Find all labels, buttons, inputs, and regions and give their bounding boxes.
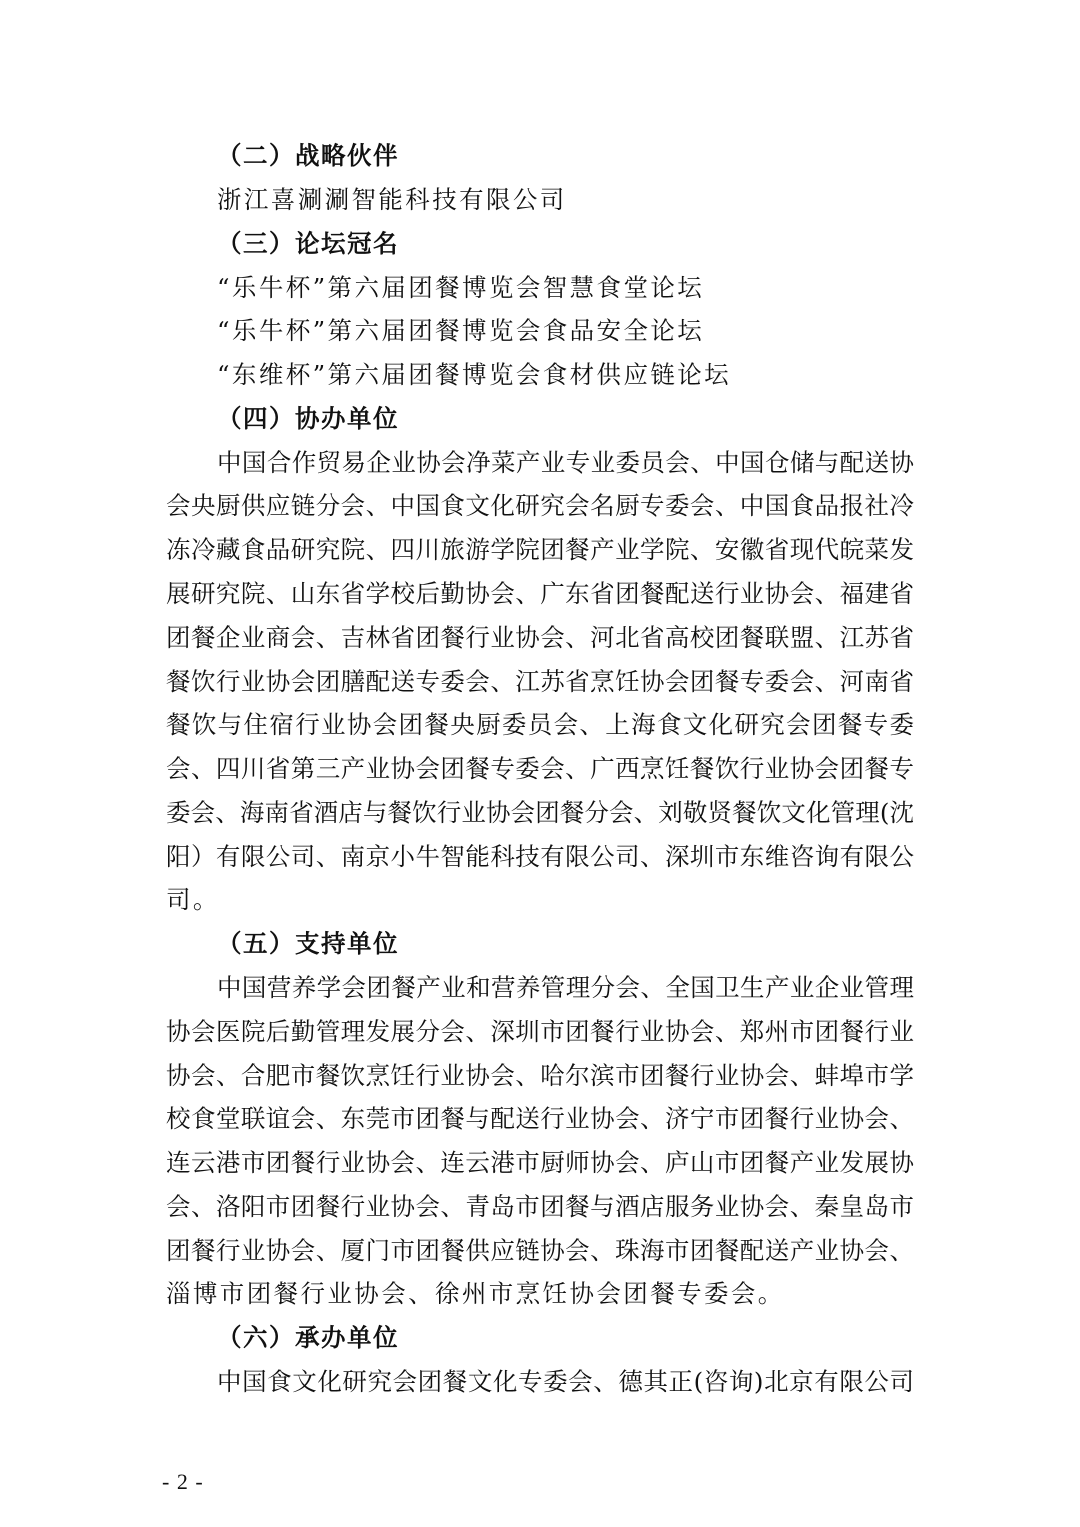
section-heading-co-organizers: （四）协办单位 xyxy=(217,404,399,433)
section-heading-organizer: （六）承办单位 xyxy=(217,1323,399,1352)
supporters-text-line: 团餐行业协会、厦门市团餐供应链协会、珠海市团餐配送产业协会、 xyxy=(166,1236,914,1265)
section-heading-forum-naming: （三）论坛冠名 xyxy=(217,229,399,258)
page-number: - 2 - xyxy=(162,1469,204,1494)
co-organizers-text-line: 会、四川省第三产业协会团餐专委会、广西烹饪餐饮行业协会团餐专 xyxy=(166,754,914,783)
co-organizers-text-line: 团餐企业商会、吉林省团餐行业协会、河北省高校团餐联盟、江苏省 xyxy=(166,623,914,652)
co-organizers-text-line: 餐饮与住宿行业协会团餐央厨委员会、上海食文化研究会团餐专委 xyxy=(166,710,914,739)
co-organizers-text-line: 中国合作贸易企业协会净菜产业专业委员会、中国仓储与配送协 xyxy=(217,448,914,477)
section-heading-strategic-partner: （二）战略伙伴 xyxy=(217,141,399,170)
co-organizers-text-line: 阳）有限公司、南京小牛智能科技有限公司、深圳市东维咨询有限公 xyxy=(166,842,914,871)
co-organizers-text-line: 展研究院、山东省学校后勤协会、广东省团餐配送行业协会、福建省 xyxy=(166,579,914,608)
organizer-text-line: 中国食文化研究会团餐文化专委会、德其正(咨询)北京有限公司 xyxy=(217,1367,914,1396)
supporters-text-line: 会、洛阳市团餐行业协会、青岛市团餐与酒店服务业协会、秦皇岛市 xyxy=(166,1192,914,1221)
co-organizers-text-line: 会央厨供应链分会、中国食文化研究会名厨专委会、中国食品报社冷 xyxy=(166,491,914,520)
forum-naming-item: “乐牛杯”第六届团餐博览会智慧食堂论坛 xyxy=(217,273,705,302)
supporters-text-line: 协会医院后勤管理发展分会、深圳市团餐行业协会、郑州市团餐行业 xyxy=(166,1017,914,1046)
forum-naming-item: “乐牛杯”第六届团餐博览会食品安全论坛 xyxy=(217,316,705,345)
co-organizers-text-line: 司。 xyxy=(166,885,220,914)
supporters-text-line: 连云港市团餐行业协会、连云港市厨师协会、庐山市团餐产业发展协 xyxy=(166,1148,914,1177)
co-organizers-text-line: 冻冷藏食品研究院、四川旅游学院团餐产业学院、安徽省现代皖菜发 xyxy=(166,535,914,564)
supporters-text-line: 协会、合肥市餐饮烹饪行业协会、哈尔滨市团餐行业协会、蚌埠市学 xyxy=(166,1061,914,1090)
forum-naming-item: “东维杯”第六届团餐博览会食材供应链论坛 xyxy=(217,360,732,389)
co-organizers-text-line: 委会、海南省酒店与餐饮行业协会团餐分会、刘敬贤餐饮文化管理(沈 xyxy=(166,798,914,827)
section-heading-supporters: （五）支持单位 xyxy=(217,929,399,958)
supporters-text-line: 淄博市团餐行业协会、徐州市烹饪协会团餐专委会。 xyxy=(166,1279,785,1308)
supporters-text-line: 校食堂联谊会、东莞市团餐与配送行业协会、济宁市团餐行业协会、 xyxy=(166,1104,914,1133)
co-organizers-text-line: 餐饮行业协会团膳配送专委会、江苏省烹饪协会团餐专委会、河南省 xyxy=(166,667,914,696)
supporters-text-line: 中国营养学会团餐产业和营养管理分会、全国卫生产业企业管理 xyxy=(217,973,914,1002)
strategic-partner-company: 浙江喜涮涮智能科技有限公司 xyxy=(217,185,567,214)
